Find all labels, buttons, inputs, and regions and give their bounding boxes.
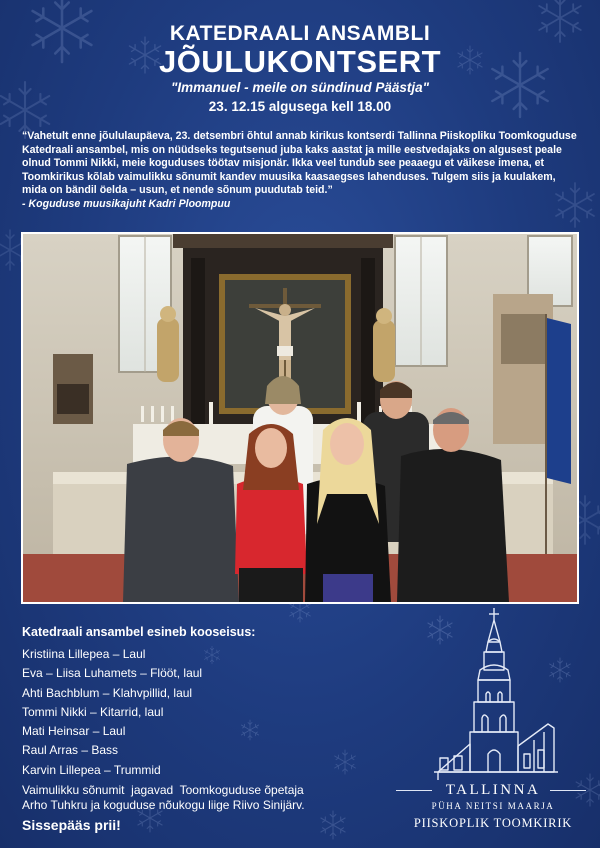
- speakers-note: [22, 783, 362, 812]
- snowflake-icon: [204, 646, 219, 664]
- member-item: Mati Heinsar – Laul: [22, 724, 126, 739]
- member-item: Karvin Lillepea – Trummid: [22, 762, 161, 777]
- free-entry-note: Sissepääs prii!: [22, 817, 121, 833]
- snowflake-icon: [321, 811, 345, 839]
- quote-text: “Vahetult enne jõululaupäeva, 23. detsembri õhtul annab kirikus kontserdi Tallinna Piiskopliku Toomkoguduse Katedraali ansambel, mis on nüüdseks tegutsenud juba kaks aastat ja mille eestvedajaks on algusest peale olnud Tommi Nikki, meie koguduses töötav misjonär. Ikka veel tundub see peaaegu et väikese imena, et Toomkirikus kõlab vaimulikku sõnumit kandev muusika kaasaegses lahenduses. Tulgem siis ja kuulakem, mida on bändil öelda – usun, et nende sõnum puudutab teid.”: [22, 130, 577, 197]
- members-heading: Katedraali ansambel esineb kooseisus:: [22, 625, 256, 639]
- member-item: Kristiina Lillepea – Laul: [22, 647, 146, 661]
- snowflake-icon: [241, 720, 258, 740]
- members-list: [22, 645, 202, 780]
- speakers-line-1: Vaimulikku sõnumit jagavad Toomkoguduse õpetaja: [22, 783, 304, 797]
- logo-church-name: PIISKOPLIK TOOMKIRIK: [413, 816, 573, 830]
- concert-date-time: 23. 12.15 algusega kell 18.00: [208, 99, 392, 114]
- logo-city: TALLINNA: [445, 782, 541, 798]
- title-line-1: KATEDRAALI ANSAMBLI: [169, 22, 431, 45]
- intro-quote: [22, 130, 578, 212]
- concert-subtitle: "Immanuel - meile on sündinud Päästja": [170, 80, 430, 95]
- member-item: Raul Arras – Bass: [22, 743, 119, 758]
- logo-subline: PÜHA NEITSI MAARJA: [431, 801, 555, 811]
- quote-author: - Koguduse muusikajuht Kadri Ploompuu: [22, 197, 231, 210]
- snowflake-icon: [335, 750, 356, 774]
- ensemble-photo: [21, 232, 579, 604]
- title-line-2: JÕULUKONTSERT: [158, 44, 442, 79]
- speakers-line-2: Arho Tuhkru ja koguduse nõukogu liige Riivo Sinijärv.: [22, 797, 305, 812]
- member-item: Tommi Nikki – Kitarrid, laul: [22, 704, 164, 719]
- member-item: Eva – Liisa Luhamets – Flööt, laul: [22, 666, 203, 681]
- member-item: Ahti Bachblum – Klahvpillid, laul: [22, 685, 193, 700]
- ensemble-photo-illustration: [23, 234, 577, 602]
